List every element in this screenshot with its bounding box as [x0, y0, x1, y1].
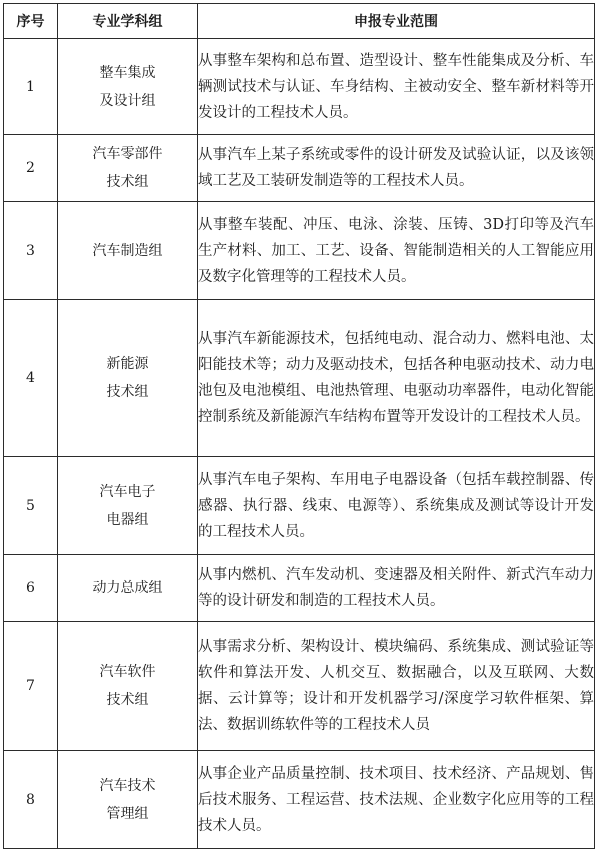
row-group-line: 动力总成组	[92, 580, 163, 596]
table-row	[4, 39, 595, 135]
table-row	[4, 457, 595, 555]
row-scope: 从事汽车新能源技术，包括纯电动、混合动力、燃料电池、太阳能技术等；动力及驱动技术，包括各种电驱动技术、动力电池包及电池模组、电池热管理、电驱动功率器件，电动化智能控制系统及新能源汽车结构布置等开发设计的工程技术人员。	[198, 300, 595, 457]
row-group	[58, 622, 198, 751]
row-group-line: 技术组	[106, 384, 149, 400]
row-num: 6	[4, 555, 58, 622]
row-group	[58, 555, 198, 622]
row-group	[58, 202, 198, 300]
row-scope: 从事企业产品质量控制、技术项目、技术经济、产品规划、售后技术服务、工程运营、技术法规、企业数字化应用等的工程技术人员。	[198, 751, 595, 849]
row-group	[58, 300, 198, 457]
header-group: 专业学科组	[58, 4, 198, 39]
row-group	[58, 751, 198, 849]
row-group-line: 及设计组	[99, 92, 156, 109]
row-group-line: 汽车技术	[99, 777, 156, 794]
row-num: 1	[4, 39, 58, 135]
table-row	[4, 751, 595, 849]
header-row	[4, 4, 595, 39]
row-group	[58, 39, 198, 135]
row-num: 4	[4, 300, 58, 457]
row-group-line: 电器组	[106, 511, 149, 528]
table-row	[4, 202, 595, 300]
row-group-line: 新能源	[106, 356, 149, 372]
row-group-line: 技术组	[106, 174, 149, 190]
row-group-line: 管理组	[106, 805, 149, 822]
row-num: 2	[4, 135, 58, 202]
row-group-line: 技术组	[106, 692, 149, 708]
row-group-line: 汽车软件	[99, 664, 156, 680]
row-group	[58, 457, 198, 555]
row-group-line: 整车集成	[99, 64, 156, 81]
row-group-line: 汽车制造组	[92, 242, 163, 259]
table-row	[4, 300, 595, 457]
header-num: 序号	[4, 4, 58, 39]
row-scope: 从事整车架构和总布置、造型设计、整车性能集成及分析、车辆测试技术与认证、车身结构、主被动安全、整车新材料等开发设计的工程技术人员。	[198, 39, 595, 135]
table-row	[4, 622, 595, 751]
row-group-line: 汽车零部件	[92, 146, 163, 162]
row-scope: 从事内燃机、汽车发动机、变速器及相关附件、新式汽车动力等的设计研发和制造的工程技术人员。	[198, 555, 595, 622]
row-num: 3	[4, 202, 58, 300]
row-num: 5	[4, 457, 58, 555]
table-row	[4, 135, 595, 202]
row-num: 8	[4, 751, 58, 849]
row-scope: 从事汽车上某子系统或零件的设计研发及试验认证，以及该领域工艺及工装研发制造等的工程技术人员。	[198, 135, 595, 202]
row-group-line: 汽车电子	[99, 483, 156, 500]
row-scope: 从事汽车电子架构、车用电子电器设备（包括车载控制器、传感器、执行器、线束、电源等）、系统集成及测试等设计开发的工程技术人员。	[198, 457, 595, 555]
specialty-table	[3, 3, 595, 849]
row-scope: 从事需求分析、架构设计、模块编码、系统集成、测试验证等软件和算法开发、人机交互、数据融合，以及互联网、大数据、云计算等；设计和开发机器学习/深度学习软件框架、算法、数据训练软件等的工程技术人员	[198, 622, 595, 751]
header-scope: 申报专业范围	[198, 4, 595, 39]
row-scope: 从事整车装配、冲压、电泳、涂装、压铸、3D打印等及汽车生产材料、加工、工艺、设备、智能制造相关的人工智能应用及数字化管理等的工程技术人员。	[198, 202, 595, 300]
row-num: 7	[4, 622, 58, 751]
row-group	[58, 135, 198, 202]
table-row	[4, 555, 595, 622]
